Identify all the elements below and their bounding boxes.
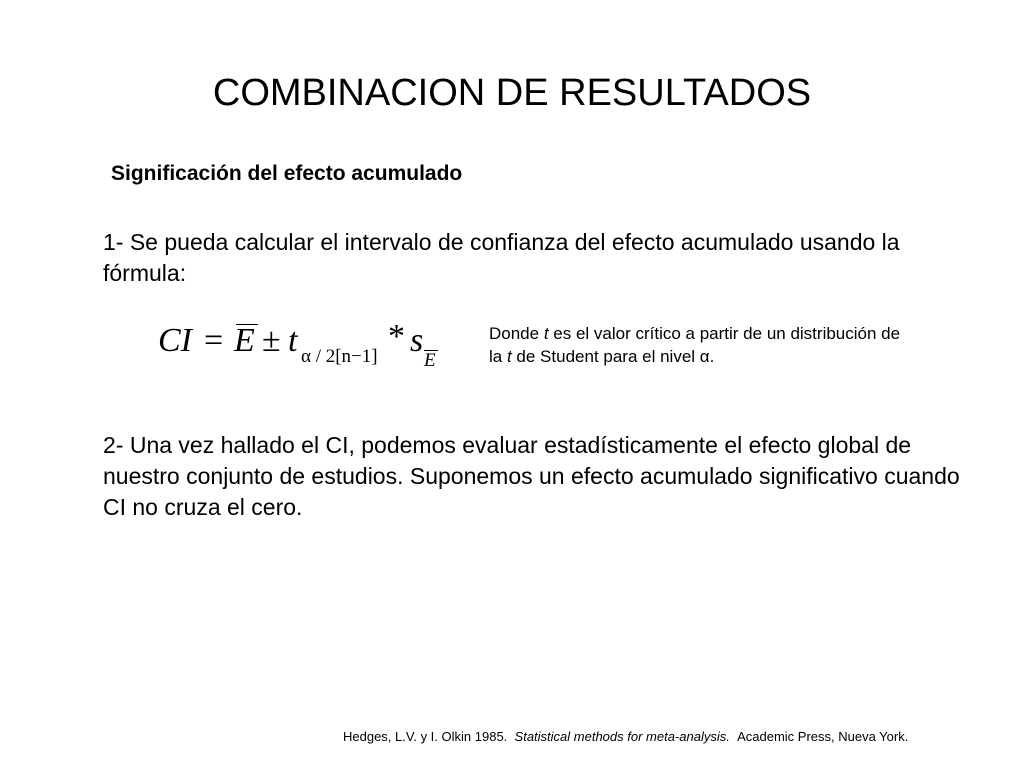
note-part-3: de Student para el nivel α. — [511, 347, 715, 366]
formula-equals: = — [204, 322, 224, 359]
point-2-text: 2- Una vez hallado el CI, podemos evaluar estadísticamente el efecto global de nuestro conjunto de estudios. Suponemos un efecto acumulado significativo cuando CI no cruza el cero. — [103, 432, 960, 520]
note-part-2: es el valor crítico a partir de un distribución de la — [489, 324, 901, 366]
formula-ci: CI — [158, 322, 192, 359]
formula-t-subscript: α / 2[n−1] — [301, 346, 378, 367]
formula-note — [489, 322, 909, 368]
reference-citation — [343, 729, 908, 744]
point-1-text: 1- Se pueda calcular el intervalo de confianza del efecto acumulado usando la fórmula: — [103, 229, 900, 286]
note-part-1: Donde — [489, 324, 544, 343]
note-t-2: t — [506, 347, 512, 366]
note-t-1: t — [543, 324, 549, 343]
formula-plus-minus: ± — [262, 322, 281, 359]
formula-e: E — [234, 322, 255, 359]
slide-subtitle: Significación del efecto acumulado — [111, 162, 463, 185]
slide-title: COMBINACION DE RESULTADOS — [212, 72, 812, 114]
formula-s-subscript: E — [424, 350, 436, 371]
formula-times: * — [388, 318, 405, 355]
reference-authors: Hedges, L.V. y I. Olkin 1985. — [343, 729, 508, 744]
reference-book: Statistical methods for meta-analysis. — [514, 729, 730, 744]
reference-publisher: Academic Press, Nueva York. — [737, 729, 909, 744]
formula-t: t — [288, 322, 298, 359]
formula-s: s — [410, 322, 424, 359]
ci-formula — [158, 318, 458, 378]
